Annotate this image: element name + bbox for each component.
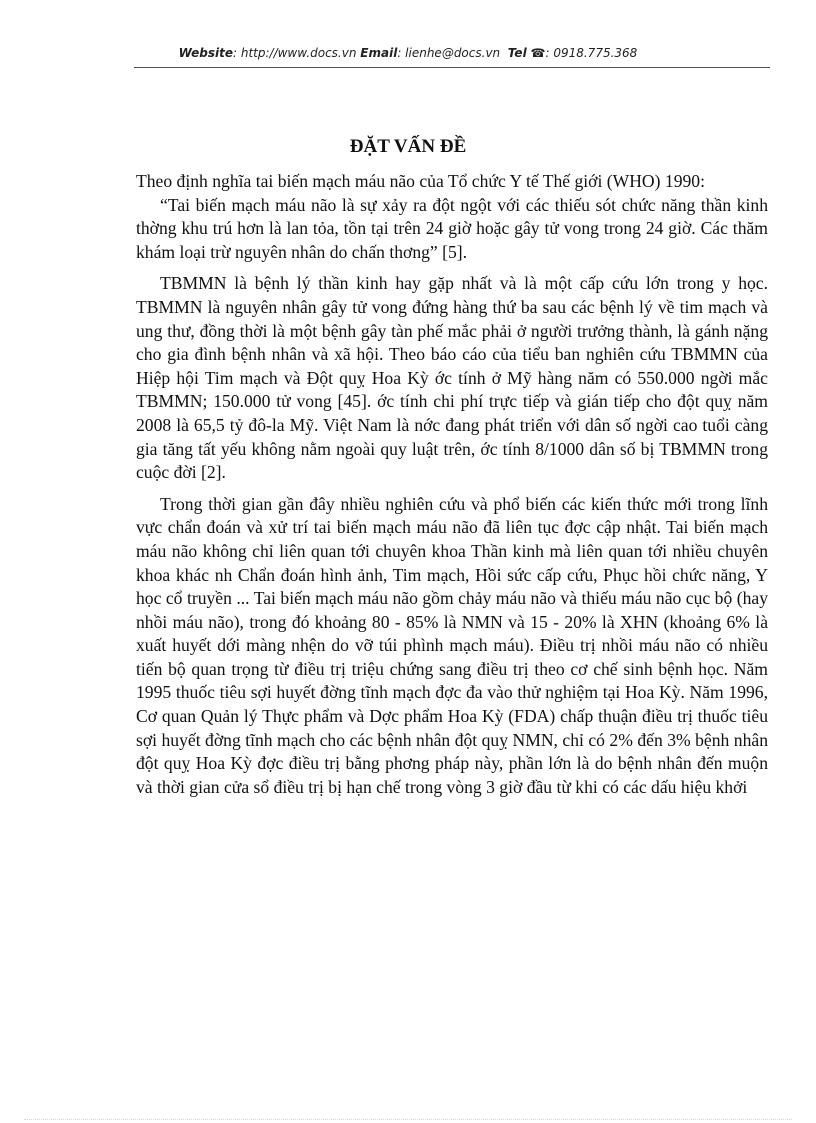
paragraph-treatment: Trong thời gian gần đây nhiều nghiên cứu và phổ biến các kiến thức mới trong lĩnh vực chẩn đoán và xử trí tai biến mạch máu não đã liên tục đợc cập nhật. Tai biến mạch máu não không chỉ liên quan tới chuyên khoa Thần kinh mà liên quan tới nhiều chuyên khoa khác nh Chẩn đoán hình ảnh, Tim mạch, Hồi sức cấp cứu, Phục hồi chức năng, Y học cổ truyền ... Tai biến mạch máu não gồm chảy máu não và thiếu máu não cục bộ (hay nhồi máu não), trong đó khoảng 80 - 85% là NMN và 15 - 20% là XHN (khoảng 6% là xuất huyết dới màng nhện do vỡ túi phình mạch máu). Điều trị nhồi máu não có nhiều tiến bộ quan trọng từ điều trị triệu chứng sang điều trị theo cơ chế sinh bệnh học. Năm 1995 thuốc tiêu sợi huyết đờng tĩnh mạch đợc đa vào thử nghiệm tại Hoa Kỳ. Năm 1996, Cơ quan Quản lý Thực phẩm và Dợc phẩm Hoa Kỳ (FDA) chấp thuận điều trị thuốc tiêu sợi huyết đờng tĩnh mạch cho các bệnh nhân đột quỵ NMN, chỉ có 2% đến 3% bệnh nhân đột quỵ Hoa Kỳ đợc điều trị bằng phơng pháp này, phần lớn là do bệnh nhân đến muộn và thời gian cửa sổ điều trị bị hạn chế trong vòng 3 giờ đầu từ khi có các dấu hiệu khởi — [136, 493, 768, 797]
website-link[interactable]: : http://www.docs.vn — [233, 46, 357, 60]
email-label: Email — [360, 46, 398, 60]
website-label: Website — [178, 46, 233, 60]
paragraph-quote: “Tai biến mạch máu não là sự xảy ra đột ngột với các thiếu sót chức năng thần kinh thờng khu trú hơn là lan tỏa, tồn tại trên 24 giờ hoặc gây tử vong trong 24 giờ. Các thăm khám loại trừ nguyên nhân do chấn thơng” [5]. — [136, 194, 768, 262]
phone-icon: ☎ — [530, 46, 546, 60]
tel-value: : 0918.775.368 — [545, 46, 638, 60]
paragraph-epidemiology: TBMMN là bệnh lý thần kinh hay gặp nhất và là một cấp cứu lớn trong y học. TBMMN là nguyên nhân gây tử vong đứng hàng thứ ba sau các bệnh lý về tim mạch và ung thư, đồng thời là một bệnh gây tàn phế mắc phải ở người trưởng thành, là gánh nặng cho gia đình bệnh nhân và xã hội. Theo báo cáo của tiểu ban nghiên cứu TBMMN của Hiệp hội Tim mạch và Đột quỵ Hoa Kỳ ớc tính ở Mỹ hàng năm có 550.000 ngời mắc TBMMN; 150.000 tử vong [45]. ớc tính chi phí trực tiếp và gián tiếp cho đột quỵ năm 2008 là 65,5 tỷ đô-la Mỹ. Việt Nam là nớc đang phát triển với dân số ngời cao tuổi càng gia tăng tất yếu không nằm ngoài quy luật trên, ớc tính 8/1000 dân số bị TBMMN trong cuộc đời [2]. — [136, 273, 768, 483]
footer-divider — [24, 1119, 792, 1120]
document-body — [136, 170, 768, 799]
email-link[interactable]: : lienhe@docs.vn — [397, 46, 501, 60]
page-title: ĐẶT VẤN ĐỀ — [349, 136, 467, 157]
header-divider — [134, 67, 770, 68]
tel-label: Tel — [507, 46, 527, 60]
paragraph-definition: Theo định nghĩa tai biến mạch máu não của Tổ chức Y tế Thế giới (WHO) 1990: — [136, 171, 705, 191]
page-header — [0, 46, 816, 60]
